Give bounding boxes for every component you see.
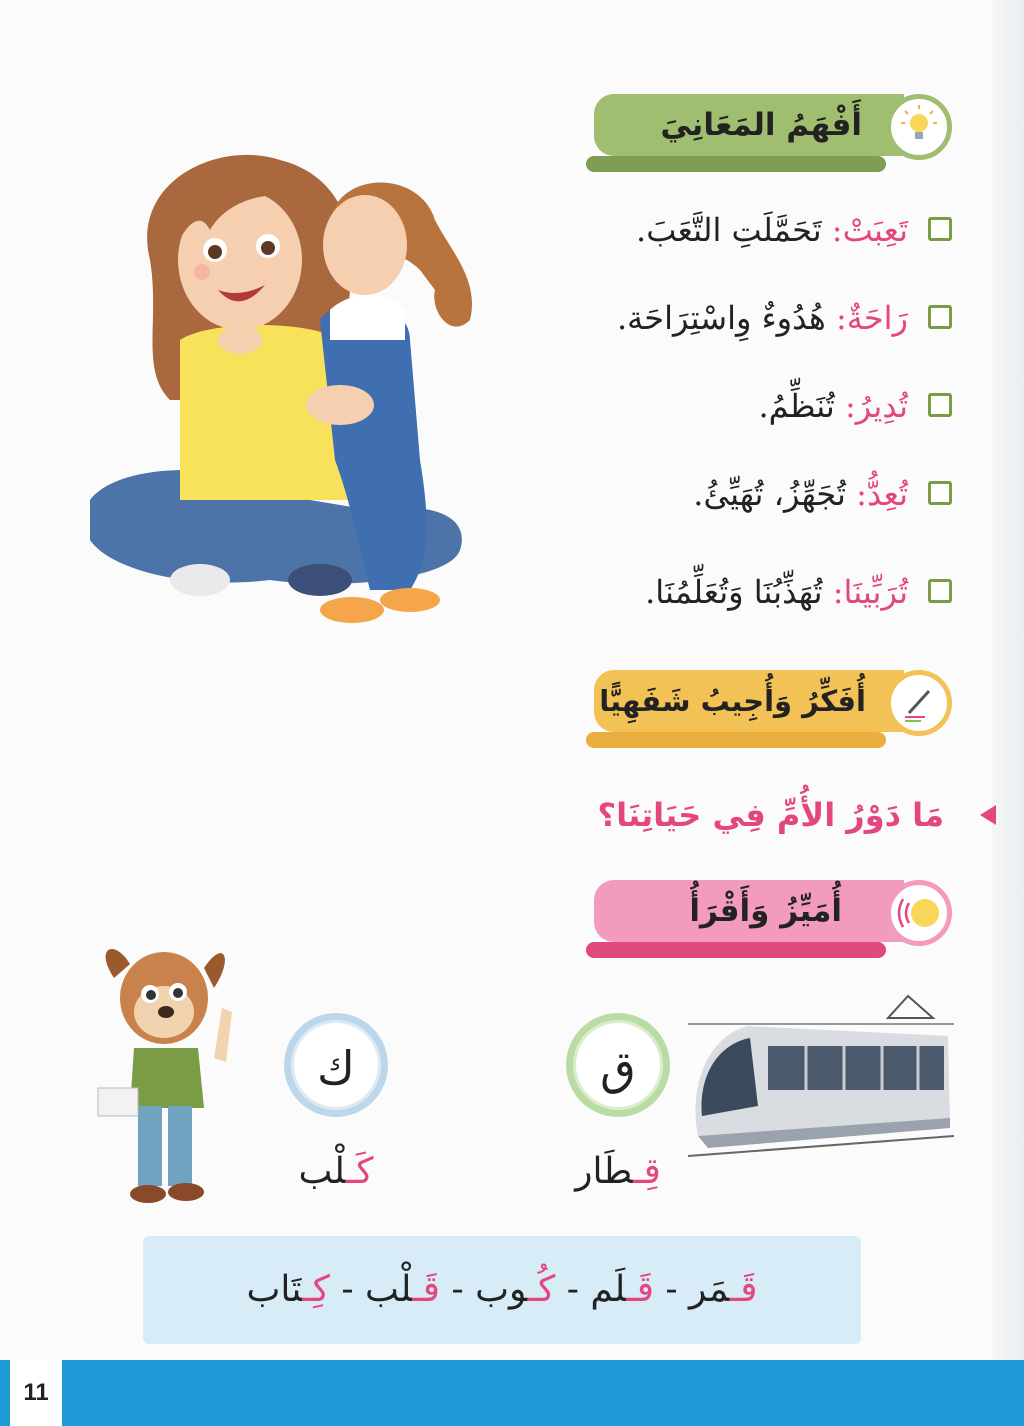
header-underline — [586, 942, 886, 958]
letter-circle-qaf: ق — [566, 1013, 670, 1117]
practice-word: كُـوب — [475, 1269, 556, 1310]
meaning-word: تَعِبَتْ — [842, 211, 908, 249]
meaning-definition: تُنَظِّمُ. — [758, 387, 835, 425]
oral-question — [484, 790, 944, 840]
meaning-word: رَاحَةٌ — [846, 299, 908, 337]
meaning-item — [512, 381, 952, 431]
letter-circle-kaf: ك — [284, 1013, 388, 1117]
practice-word: قَـلَم — [590, 1269, 654, 1310]
meaning-text: تُرَبِّينَا: تُهَذِّبُنَا وَتُعَلِّمُنَا. — [645, 573, 908, 611]
meaning-word: تُدِيرُ — [855, 387, 908, 425]
section-header-meanings — [586, 94, 952, 174]
letter-word-qitar — [560, 1148, 676, 1196]
checkbox[interactable] — [928, 481, 952, 505]
speaking-icon — [886, 880, 952, 946]
footer-bar — [64, 1360, 1024, 1426]
practice-word: قَـمَر — [689, 1269, 758, 1310]
dog-illustration — [94, 938, 244, 1214]
section-header-think — [586, 670, 952, 750]
page-number: 11 — [23, 1379, 49, 1406]
practice-word: قَـلْب — [364, 1269, 441, 1310]
letter-word-kalb — [278, 1148, 394, 1196]
word-rest: طَار — [575, 1151, 634, 1192]
words-practice-box — [143, 1236, 861, 1344]
section-title: أُمَيِّزُ وَأَقْرَأُ — [689, 893, 842, 929]
question-text: مَا دَوْرُ الأُمِّ فِي حَيَاتِنَا؟ — [597, 796, 944, 834]
header-underline — [586, 156, 886, 172]
meaning-text: تَعِبَتْ: تَحَمَّلَتِ التَّعَبَ. — [636, 211, 908, 249]
meaning-word: تُعِدُّ — [866, 475, 908, 513]
mother-daughter-illustration — [90, 140, 470, 640]
meaning-definition: تَحَمَّلَتِ التَّعَبَ. — [636, 211, 822, 249]
checkbox[interactable] — [928, 393, 952, 417]
meaning-text: تُدِيرُ: تُنَظِّمُ. — [758, 387, 908, 425]
word-highlight: كَـ — [345, 1151, 374, 1192]
meaning-word: تُرَبِّينَا — [843, 573, 908, 611]
footer-strip — [0, 1360, 10, 1426]
words-line: قَـمَر - قَـلَم - كُـوب - قَـلْب - كِـتَاب — [246, 1269, 758, 1310]
page-edge — [992, 0, 1024, 1360]
section-title: أَفْهَمُ المَعَانِيَ — [660, 107, 862, 143]
word-highlight: قِـ — [633, 1151, 661, 1192]
meaning-definition: هُدُوءٌ وِاسْتِرَاحَة. — [616, 299, 826, 337]
play-arrow-icon — [980, 805, 996, 825]
meaning-item — [512, 293, 952, 343]
meaning-definition: تُجَهِّزُ، تُهَيِّئُ. — [693, 475, 846, 513]
header-underline — [586, 732, 886, 748]
meaning-text: تُعِدُّ: تُجَهِّزُ، تُهَيِّئُ. — [693, 475, 908, 513]
section-header-distinguish — [586, 880, 952, 960]
meaning-text: رَاحَةٌ: هُدُوءٌ وِاسْتِرَاحَة. — [616, 299, 908, 337]
tram-illustration — [688, 996, 954, 1162]
meaning-definition: تُهَذِّبُنَا وَتُعَلِّمُنَا. — [645, 573, 823, 611]
lightbulb-icon — [886, 94, 952, 160]
checkbox[interactable] — [928, 217, 952, 241]
section-title: أُفَكِّرُ وَأُجِيبُ شَفَهِيًّا — [599, 684, 866, 718]
checkbox[interactable] — [928, 579, 952, 603]
word-rest: لْب — [298, 1151, 346, 1192]
meaning-item — [512, 567, 952, 617]
checkbox[interactable] — [928, 305, 952, 329]
meaning-item — [512, 205, 952, 255]
practice-word: كِـتَاب — [246, 1269, 330, 1310]
meaning-item — [512, 469, 952, 519]
pencil-icon — [886, 670, 952, 736]
